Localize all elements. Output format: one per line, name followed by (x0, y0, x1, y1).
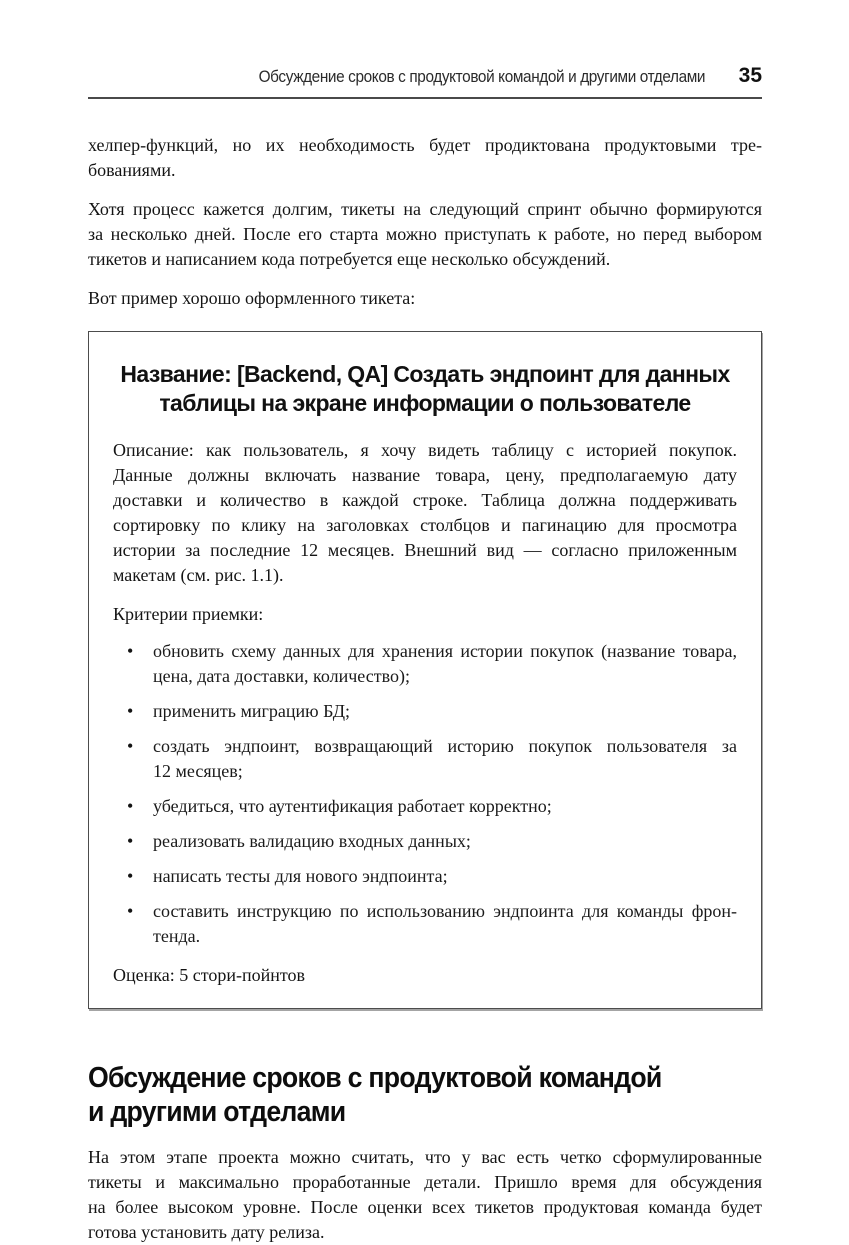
criteria-item-text: применить миграцию БД; (153, 701, 351, 721)
ticket-description: Описание: как пользователь, я хочу видеть таблицу с историей покупок. Данные должны включать название товара, цену, предполагаемую дату доставки и количество в каждой строке. Таблица должна поддерживать сортировку по клику на заголовках столбцов и пагинацию для просмотра истории за последние 12 месяцев. Внешний вид — согласно приложенным макетам (см. рис. 1.1). (113, 440, 737, 585)
criteria-item (113, 829, 737, 854)
bullet-icon: • (127, 831, 134, 851)
criteria-label: Критерии приемки: (113, 604, 264, 624)
estimate-text: Оценка: 5 стори-пойнтов (113, 965, 305, 985)
criteria-item-text: создать эндпоинт, возвращающий историю покупок пользователя за 12 месяцев; (153, 736, 737, 781)
intro-paragraph-2: Хотя процесс кажется долгим, тикеты на следующий спринт обычно формируются за несколько дней. После его старта можно приступать к работе, но перед выбором тикетов и написанием кода потребуется еще несколько обсуждений. (88, 199, 762, 269)
criteria-list (113, 639, 737, 949)
criteria-item (113, 794, 737, 819)
criteria-item (113, 734, 737, 784)
bullet-icon: • (127, 736, 134, 756)
criteria-item (113, 639, 737, 689)
criteria-item-text: реализовать валидацию входных данных; (153, 831, 471, 851)
bullet-icon: • (127, 796, 134, 816)
bullet-icon: • (127, 641, 134, 661)
section-paragraph: На этом этапе проекта можно считать, что у вас есть четко сформулированные тикеты и максимально проработанные детали. Пришло время для обсуждения на более высоком уровне. После оценки всех тикетов продуктовая команда будет готова установить дату релиза. (88, 1147, 762, 1242)
page-header (88, 64, 762, 99)
running-title: Обсуждение сроков с продуктовой командой и другими отделами (258, 68, 705, 86)
ticket-example-box (88, 331, 762, 1009)
criteria-item-text: обновить схему данных для хранения истории покупок (название товара, цена, дата доставки, количество); (153, 641, 737, 686)
section-heading: Обсуждение сроков с продуктовой командой и другими отделами (88, 1062, 662, 1128)
bullet-icon: • (127, 701, 134, 721)
intro-paragraph-1: хелпер-функций, но их необходимость будет продиктована продуктовыми тре- бованиями. (88, 135, 762, 180)
criteria-item (113, 864, 737, 889)
intro-paragraph-3: Вот пример хорошо оформленного тикета: (88, 288, 416, 308)
ticket-title: Название: [Backend, QA] Создать эндпоинт для данных таблицы на экране информации о пользователе (120, 361, 730, 416)
bullet-icon: • (127, 866, 134, 886)
criteria-item-text: написать тесты для нового эндпоинта; (153, 866, 448, 886)
criteria-item-text: составить инструкцию по использованию эндпоинта для команды фрон- тенда. (153, 901, 737, 946)
page-number: 35 (738, 64, 762, 87)
criteria-item-text: убедиться, что аутентификация работает корректно; (153, 796, 552, 816)
criteria-item (113, 899, 737, 949)
criteria-item (113, 699, 737, 724)
bullet-icon: • (127, 901, 134, 921)
